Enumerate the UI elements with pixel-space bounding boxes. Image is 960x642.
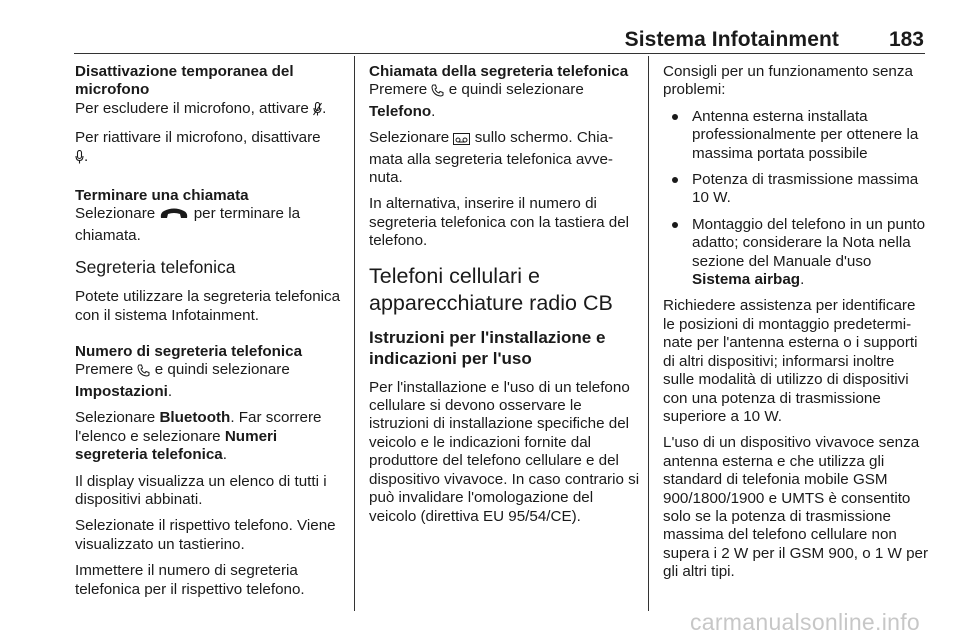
paragraph: Richiedere assistenza per identificare le posizioni di montaggio predeterminate per l'antenna esterna o i supporti di altri dispositivi; informarsi inoltre sulle modalità di utilizzo di dispositivi con una potenza di trasmissione superiore a 10 W. xyxy=(663,297,918,425)
heading-installation: Istruzioni per l'installazione e indicazioni per l'uso xyxy=(369,327,606,368)
list-item xyxy=(663,216,929,290)
microphone-icon xyxy=(75,150,84,169)
paragraph: L'uso di un dispositivo vivavoce senza antenna esterna e che utilizza gli standard di telefonia mobile GSM 900/1800/1900 e UMTS è consentito solo se la potenza di trasmissione massima del telefono cellulare non supera i 2 W per il GSM 900, o 1 W per gli altri tipi. xyxy=(663,434,929,581)
end-call-handset-icon xyxy=(159,207,189,226)
list-item: Antenna esterna installata professionalmente per ottenere la massima portata possibile xyxy=(663,108,929,163)
text: per terminare la chiamata. xyxy=(75,205,301,244)
paragraph xyxy=(75,361,345,401)
tips-list xyxy=(663,108,929,290)
paragraph xyxy=(75,100,345,121)
text: Selezionare xyxy=(75,409,156,427)
paragraph: In alternativa, inserire il numero di segreteria telefonica con la tastiera del telefono. xyxy=(369,195,630,250)
paragraph xyxy=(75,409,345,464)
heading-cellphones-cb: Telefoni cellulari e apparecchiature radio CB xyxy=(369,263,613,315)
text: Premere xyxy=(75,361,134,379)
column-2 xyxy=(369,63,641,534)
text: . xyxy=(84,147,89,165)
paragraph: Per l'installazione e l'uso di un telefono cellulare si devono osservare le istruzioni di installazione specifiche del veicolo e le indicazioni fornite dal produttore del telefono cellulare e del dispositivo vivavoce. In caso contrario si può invalidare l'omologazione del veicolo (direttiva EU 95/54/CE). xyxy=(369,378,640,525)
paragraph: Il display visualizza un elenco di tutti i dispositivi abbinati. xyxy=(75,472,327,508)
paragraph: Selezionate il rispettivo telefono. Viene visualizzato un tastierino. xyxy=(75,517,336,553)
header-rule xyxy=(74,53,925,54)
watermark: carmanualsonline.info xyxy=(689,609,920,635)
menu-path: Bluetooth xyxy=(159,409,231,427)
page-header xyxy=(74,0,925,52)
column-3 xyxy=(663,63,929,590)
paragraph: Immettere il numero di segreteria telefonica per il rispettivo telefono. xyxy=(75,562,305,598)
text: . xyxy=(222,446,227,464)
text: Selezionare xyxy=(369,129,450,147)
text: . xyxy=(800,271,805,289)
paragraph: Potete utilizzare la segreteria telefonica con il sistema Infotainment. xyxy=(75,288,341,324)
text: . Far scorrere l'elenco e selezionare xyxy=(75,409,322,445)
phone-icon xyxy=(431,84,444,102)
paragraph xyxy=(369,81,641,121)
text: e quindi selezionare xyxy=(448,81,584,99)
paragraph xyxy=(75,129,345,169)
column-divider-2 xyxy=(648,56,649,611)
microphone-icon xyxy=(313,102,322,121)
menu-path: Impostazioni xyxy=(75,382,168,400)
text: . xyxy=(431,102,436,120)
column-divider-1 xyxy=(354,56,355,611)
page-number: 183 xyxy=(888,28,924,51)
paragraph: Consigli per un funzionamento senza problemi: xyxy=(663,63,913,99)
heading-end-call: Terminare una chiamata xyxy=(75,187,249,205)
paragraph xyxy=(75,205,345,245)
heading-voicemail-number: Numero di segreteria telefonica xyxy=(75,343,303,361)
paragraph xyxy=(369,129,641,187)
heading-mic-mute: Disattivazione temporanea del microfono xyxy=(75,63,294,99)
text: e quindi selezionare xyxy=(154,361,290,379)
text: Per riattivare il microfono, disattivare xyxy=(75,129,321,147)
text: Premere xyxy=(369,81,428,99)
menu-path: Numeri segreteria telefonica xyxy=(75,427,278,464)
text: Selezionare xyxy=(75,205,156,223)
text: . xyxy=(322,99,327,117)
list-item: Potenza di trasmissione massima 10 W. xyxy=(663,171,929,208)
text: Per escludere il microfono, attivare xyxy=(75,99,309,117)
text: sullo schermo. Chiamata alla segreteria telefonica avvenuta. xyxy=(369,129,614,187)
menu-path: Telefono xyxy=(369,102,432,120)
text: Montaggio del telefono in un punto adatto; considerare la Nota nella sezione del Manuale d'uso xyxy=(692,215,926,270)
text: . xyxy=(167,382,173,400)
voicemail-icon xyxy=(453,132,470,150)
phone-icon xyxy=(137,364,150,382)
heading-call-voicemail: Chiamata della segreteria telefonica xyxy=(369,63,629,80)
cross-reference: Sistema airbag xyxy=(692,271,801,289)
heading-voicemail: Segreteria telefonica xyxy=(75,257,236,278)
column-1 xyxy=(75,63,345,607)
running-title: Sistema Infotainment xyxy=(624,28,839,51)
